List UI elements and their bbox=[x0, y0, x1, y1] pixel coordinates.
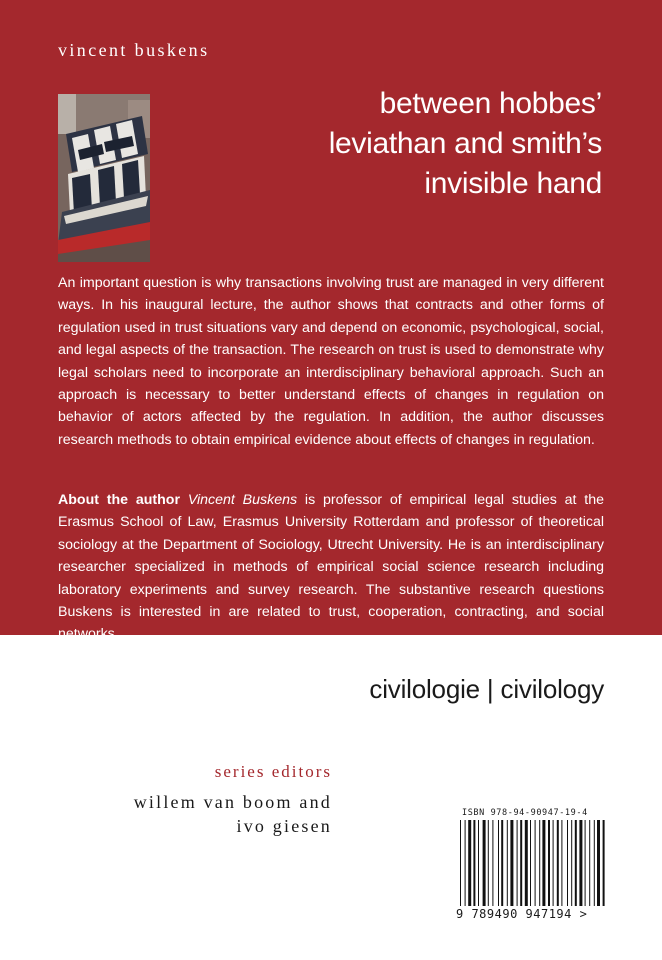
barcode-bar bbox=[468, 820, 471, 906]
barcode-bar bbox=[535, 820, 536, 906]
barcode-bar bbox=[539, 820, 540, 906]
series-name: civilologie | civilology bbox=[369, 674, 604, 704]
barcode-bar bbox=[517, 820, 518, 906]
about-author-name: Vincent Buskens bbox=[187, 492, 298, 508]
barcode-bar bbox=[594, 820, 595, 906]
barcode-bar bbox=[579, 820, 582, 906]
barcode-bar bbox=[553, 820, 554, 906]
barcode-bar bbox=[589, 820, 590, 906]
barcode-bar bbox=[488, 820, 489, 906]
barcode-bar bbox=[567, 820, 568, 906]
barcode-bar bbox=[525, 820, 528, 906]
barcode-bar bbox=[478, 820, 479, 906]
barcode-bar bbox=[498, 820, 499, 906]
barcode-bar bbox=[492, 820, 493, 906]
author-name: vincent buskens bbox=[58, 40, 210, 60]
title-line: leviathan and smith’s bbox=[328, 127, 602, 160]
barcode-number: 9 789490 947194 > bbox=[456, 907, 588, 921]
ship-painting-icon bbox=[58, 94, 150, 262]
barcode-bar bbox=[507, 820, 508, 906]
series-editors-label: series editors bbox=[214, 762, 332, 781]
barcode-bar bbox=[557, 820, 559, 906]
book-description: An important question is why transactions involving trust are managed in very different ways. In his inaugural lecture, the author shows that contracts and other forms of regulation used in trust situations vary and depend on economic, psychological, social, and legal aspects of the transaction. The research on trust is used to demonstrate why legal scholars need to incorporate an interdisciplinary behavioral approach. Such an approach is necessary to better understand effects of changes in regulation on behavior of actors affected by the regulation. In addition, the author discusses research methods to obtain empirical evidence about effects of changes in regulation. bbox=[58, 275, 604, 448]
ship-painting-image bbox=[58, 94, 150, 262]
barcode-bar bbox=[561, 820, 562, 906]
about-the-author bbox=[58, 489, 604, 646]
barcode-bar bbox=[548, 820, 550, 906]
barcode-bar bbox=[473, 820, 475, 906]
barcode-bar bbox=[542, 820, 545, 906]
about-text: is professor of empirical legal studies at the Erasmus School of Law, Erasmus University Rotterdam and professor of theoretical sociology at the Department of Sociology, Utrecht University. He is an interdisciplinary researcher specialized in methods of empirical social science research including laboratory experiments and survey research. The substantive research questions Buskens is interested in are related to trust, cooperation, contracting, and social networks. bbox=[58, 492, 604, 643]
isbn-label: ISBN 978-94-90947-19-4 bbox=[462, 808, 588, 818]
barcode-bar bbox=[575, 820, 577, 906]
barcode-bar bbox=[585, 820, 586, 906]
barcode-bar bbox=[603, 820, 605, 906]
book-title bbox=[222, 84, 602, 204]
series-editors-line: ivo giesen bbox=[236, 816, 332, 836]
barcode-bar bbox=[483, 820, 486, 906]
series-editors-line: willem van boom and bbox=[133, 792, 332, 812]
barcode-bar bbox=[597, 820, 600, 906]
title-line: invisible hand bbox=[424, 167, 602, 200]
about-heading: About the author bbox=[58, 492, 180, 508]
barcode-icon bbox=[458, 820, 608, 906]
barcode-bar bbox=[520, 820, 522, 906]
barcode-bar bbox=[465, 820, 466, 906]
barcode-bar bbox=[501, 820, 503, 906]
barcode-bar bbox=[571, 820, 572, 906]
barcode-bar bbox=[460, 820, 461, 906]
barcode-bar bbox=[510, 820, 513, 906]
barcode-bar bbox=[530, 820, 531, 906]
title-line: between hobbes’ bbox=[379, 87, 602, 120]
